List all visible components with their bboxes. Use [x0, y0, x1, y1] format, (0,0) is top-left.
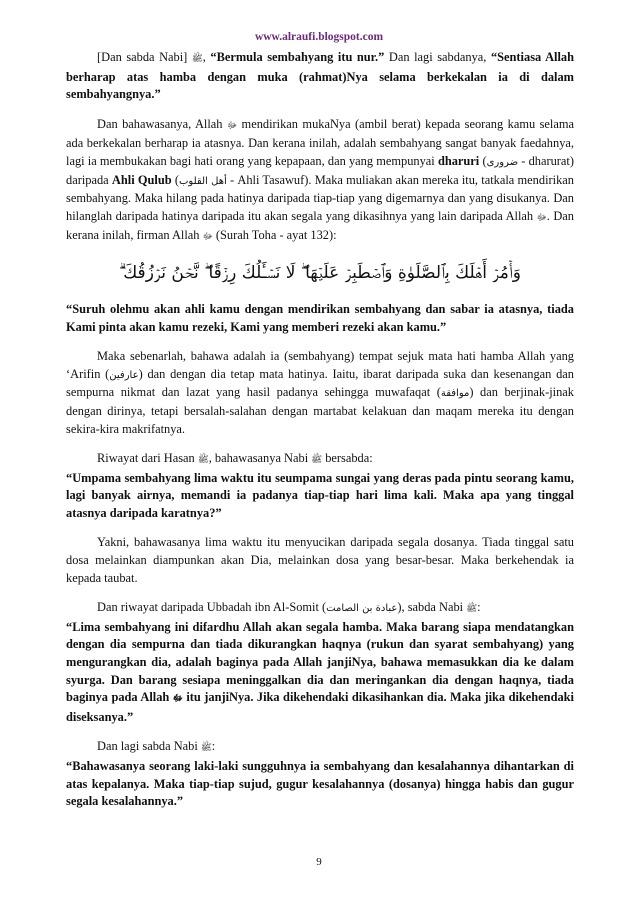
arabic-term: ضرورى [486, 156, 519, 168]
text: Dan lagi sabda Nabi [97, 739, 201, 754]
paragraph-8 [66, 738, 574, 810]
paragraph-5 [66, 450, 574, 522]
term: Ahli Qulub [111, 172, 172, 187]
paragraph-2 [66, 116, 574, 247]
text: bersabda: [322, 451, 373, 466]
hadith-quote: “Sentiasa Allah berharap atas hamba dengan muka (rahmat)Nya selama berkekalan ia di dalam sembahyangnya.” [66, 50, 574, 102]
paragraph-6: Yakni, bahawasanya lima waktu itu menyucikan daripada segala dosanya. Tiada tinggal satu dosa melainkan diampunkan akan Dia, melainkan dosa yang besar-besar. Maka berkehendak ia kepada taubat. [66, 535, 574, 585]
paragraph-1 [66, 49, 574, 104]
swt-symbol: ﷻ [226, 120, 238, 131]
arabic-term: موافقة [440, 388, 470, 400]
text: : [211, 739, 216, 754]
text: : [477, 600, 481, 615]
text: Dan riwayat daripada Ubbadah ibn Al-Somit ( [97, 600, 327, 615]
text: - dharurat) daripada [66, 153, 574, 187]
arabic-name: عبادة بن الصامت [326, 603, 398, 615]
text: - Ahli Tasawuf). Maka muliakan akan mereka itu, tatkala mendirikan sembahyang. Maka hilang pada hatinya daripada tiap-tiap yang digemarnya dan yang disukanya. Dan hilanglah daripada hatinya daripada itu akan segala yang dikasihnya yang lain daripada Allah [66, 172, 574, 223]
saw-symbol: ﷺ [191, 54, 203, 64]
swt-symbol: ﷻ [536, 212, 547, 223]
text: (Surah Toha - ayat 132): [212, 228, 337, 243]
saw-symbol: ﷺ [200, 743, 212, 754]
text: ) dan berjinak-jinak dengan dirinya, tetapi bersalah-salahan dengan martabat kelakuan dan maqam mereka itu dengan sekira-kira makrifatnya. [66, 385, 574, 436]
text: mendirikan mukaNya (ambil berat) kepada seorang kamu selama ada berkekalan berharap ia atasnya. Dan kerana inilah, adalah sembahyang sangat banyak faedahnya, lagi ia membukakan bagi hati orang yang kepapaan, dan yang mempunyai [66, 116, 574, 168]
paragraph-7 [66, 599, 574, 726]
term: dharuri [437, 153, 480, 168]
saw-symbol: ﷺ [311, 455, 323, 466]
quran-verse: وَأۡمُرۡ أَهۡلَكَ بِٱلصَّلَوٰةِ وَٱصۡطَبِرۡ عَلَيۡهَا ۖ لَا نَسۡـَٔلُكَ رِزۡقًا ۖ نَّحۡنُ نَرۡزُقُكَ ۗ [118, 262, 521, 283]
hadith-quote: “Lima sembahyang ini difardhu Allah akan segala hamba. Maka barang siapa mendatangkan dengan dia sempurna dan tiada dikurangkan haqnya (rukun dan syarat sembahyang) yang mengurangkan dia, adalah baginya pada Allah janjiNya, bahawa memasukkan dia ke dalam syurga. Dan barang sesiapa meninggalkan dia dan meringankan dia dengan haqnya, tiada baginya pada Allah ﷻ itu janjiNya. Jika dikehendaki dikasihankan dia. Maka jika dikehendaki diseksanya.” [66, 619, 574, 724]
arabic-term: عارفين [109, 369, 139, 381]
text: [Dan sabda Nabi] [97, 50, 192, 64]
page-number: 9 [316, 856, 322, 868]
text: ( [479, 153, 487, 168]
verse-translation [66, 301, 574, 336]
intro-line [66, 450, 574, 470]
text: , [202, 50, 211, 64]
text: Riwayat dari Hasan [97, 451, 198, 466]
text: Maka sebenarlah, bahawa adalah ia (sembahyang) tempat sejuk mata hati hamba Allah yang ‘Arifin ( [66, 349, 574, 381]
text: ), sabda Nabi [397, 600, 467, 615]
intro-line [66, 738, 574, 758]
swt-symbol: ﷻ [202, 232, 213, 243]
translation-text: “Suruh olehmu akan ahli kamu dengan mendirikan sembahyang dan sabar ia atasnya, tiada Kami pinta akan kamu rezeki, Kami yang memberi rezeki akan kamu.” [66, 301, 574, 334]
intro-line [66, 599, 574, 619]
text: Dan bahawasanya, Allah [97, 116, 227, 131]
text: Dan lagi sabdanya, [384, 50, 491, 64]
document-body [66, 49, 574, 823]
hadith-quote: “Bermula sembahyang itu nur.” [210, 50, 385, 64]
text: . Dan kerana inilah, firman Allah [66, 208, 574, 243]
header-url: www.alraufi.blogspot.com [254, 31, 384, 43]
saw-symbol: ﷺ [466, 604, 478, 615]
ra-symbol: ﷺ [197, 455, 209, 466]
swt-symbol: ﷻ [172, 694, 183, 705]
text: , bahawasanya Nabi [208, 451, 312, 466]
hadith-quote: “Bahawasanya seorang laki-laki sungguhnya ia sembahyang dan kesalahannya dihantarkan di atas kepalanya. Maka tiap-tiap sujud, gugur kesalahannya (dosanya) hingga habis dan gugur segala kesalahannya.” [66, 759, 574, 809]
arabic-term: أهل القلوب [179, 175, 227, 187]
paragraph-4 [66, 348, 574, 438]
hadith-quote: “Umpama sembahyang lima waktu itu seumpama sungai yang deras pada pintu seorang kamu, lagi banyak airnya, memandi ia padanya tiap-tiap hari lima kali. Maka apa yang tinggal atasnya daripada karatnya?” [66, 470, 574, 520]
text: ) dan dengan dia tetap mata hatinya. Iaitu, ibarat daripada suka dan kesenangan dan sempurna nikmat dan lazat yang hasil padanya sehingga muwafaqat ( [66, 366, 574, 400]
text: ( [171, 172, 180, 187]
